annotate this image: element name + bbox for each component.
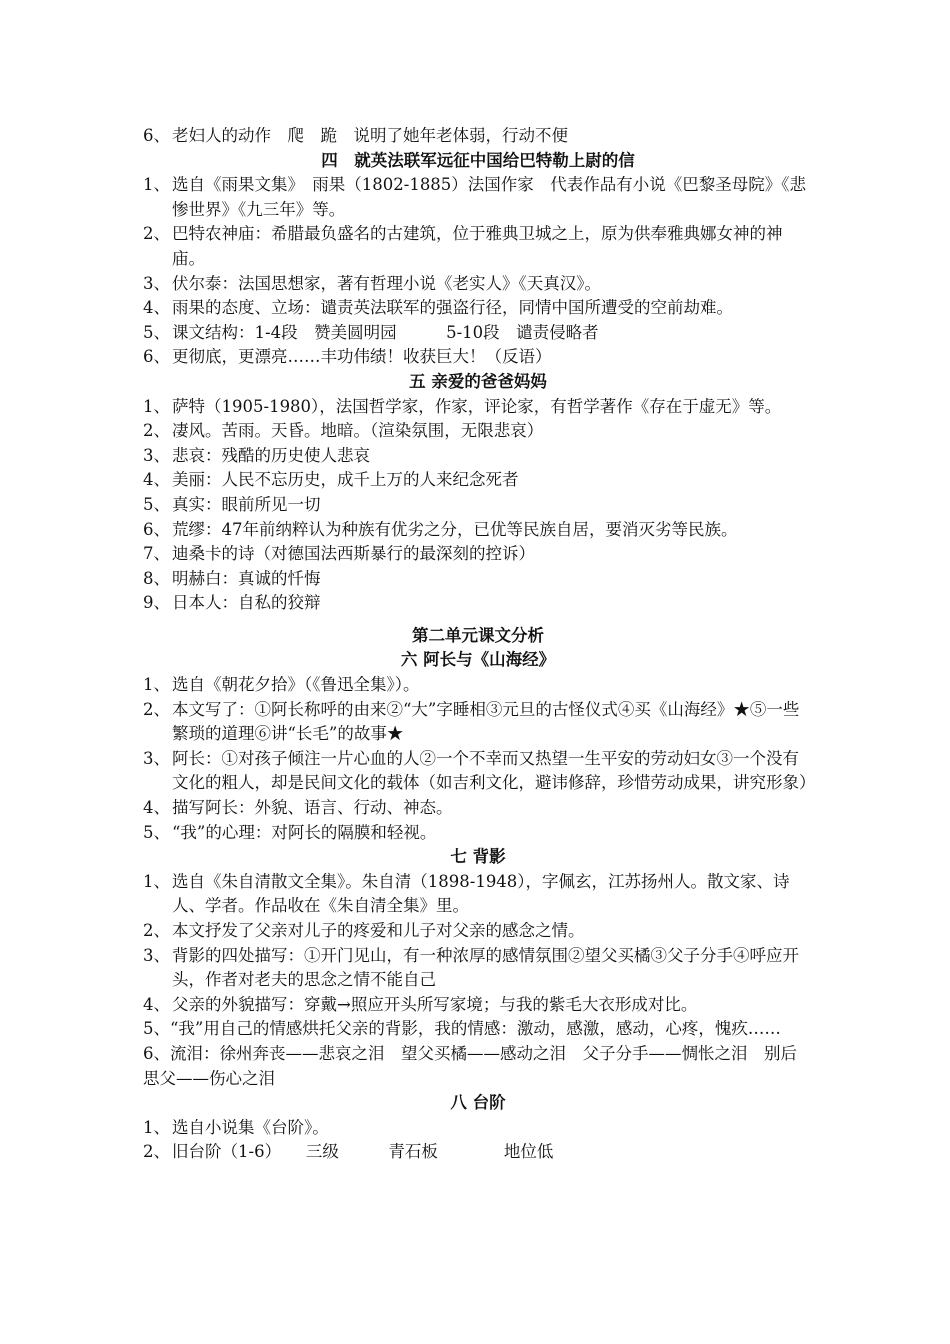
section-heading-4: 四 就英法联军远征中国给巴特勒上尉的信 <box>321 150 635 170</box>
section-6-list <box>143 673 816 845</box>
list-item: 1、 萨特（1905-1980），法国哲学家，作家，评论家，有哲学著作《存在于虚无》等。 <box>143 396 782 416</box>
list-item: 4、 美丽：人民不忘历史，成千上万的人来纪念死者 <box>143 470 519 490</box>
list-item: 5、 课文结构：1-4段 赞美圆明园 5-10段 谴责侵略者 <box>143 322 599 342</box>
list-item: 8、 明赫白：真诚的忏悔 <box>143 568 321 588</box>
list-item: 4、 父亲的外貌描写：穿戴→照应开头所写家境；与我的紫毛大衣形成对比。 <box>143 994 698 1014</box>
list-item: 6、 老妇人的动作 爬 跪 说明了她年老体弱，行动不便 <box>143 126 568 145</box>
section-heading-8: 八 台阶 <box>450 1093 506 1113</box>
list-item: 3、 阿长：①对孩子倾注一片心血的人②一个不幸而又热望一生平安的劳动妇女③一个没有文化的粗人，却是民间文化的载体（如吉利文化，避讳修辞，珍惜劳动成果，讲究形象） <box>143 748 816 793</box>
list-item: 2、 旧台阶（1-6） 三级 青石板 地位低 <box>143 1142 554 1162</box>
list-item: 1、 选自小说集《台阶》。 <box>143 1117 329 1137</box>
list-item: 2、 本文写了：①阿长称呼的由来②“大”字睡相③元旦的古怪仪式④买《山海经》★⑤一些繁琐的道理⑥讲“长毛”的故事★ <box>143 699 800 744</box>
section-5-list <box>143 395 813 616</box>
list-item: 3、 伏尔泰：法国思想家，著有哲理小说《老实人》《天真汉》。 <box>143 273 601 293</box>
list-item: 9、 日本人：自私的狡辩 <box>143 593 321 613</box>
list-item: 5、“我”用自己的情感烘托父亲的背影，我的情感：激动，感激，感动，心疼，愧疚…… <box>143 1019 781 1039</box>
list-item: 2、 巴特农神庙：希腊最负盛名的古建筑，位于雅典卫城之上，原为供奉雅典娜女神的神庙。 <box>143 224 783 268</box>
list-item: 5、 真实：眼前所见一切 <box>143 494 321 514</box>
section-heading-5: 五 亲爱的爸爸妈妈 <box>409 371 547 391</box>
list-item: 7、 迪桑卡的诗（对德国法西斯暴行的最深刻的控诉） <box>143 544 535 564</box>
list-item: 4、 雨果的态度、立场：谴责英法联军的强盗行径，同情中国所遭受的空前劫难。 <box>143 298 733 318</box>
unit-heading: 第二单元课文分析 <box>412 625 544 645</box>
list-item: 1、 选自《朝花夕拾》（《鲁迅全集》）。 <box>143 675 420 695</box>
list-item: 2、 凄风。苦雨。天昏。地暗。（渲染氛围，无限悲哀） <box>143 421 544 441</box>
section-7-list <box>143 870 813 1091</box>
list-item: 3、 悲哀：残酷的历史使人悲哀 <box>143 445 370 465</box>
section-8-list <box>143 1116 813 1165</box>
document-page <box>143 124 816 1165</box>
list-item: 6、流泪：徐州奔丧——悲哀之泪 望父买橘——感动之泪 父子分手——惆怅之泪 别后思父——伤心之泪 <box>143 1043 797 1088</box>
list-item: 6、 荒缪：47年前纳粹认为种族有优劣之分，已优等民族自居，要消灭劣等民族。 <box>143 519 738 539</box>
list-item: 6、 更彻底，更漂亮……丰功伟绩！收获巨大！（反语） <box>143 347 552 367</box>
section-heading-7: 七 背影 <box>450 847 506 867</box>
list-item: 1、 选自《朱自清散文全集》。朱自清（1898-1948），字佩玄，江苏扬州人。散文家、诗人、学者。作品收在《朱自清全集》里。 <box>143 871 790 916</box>
list-item: 2、 本文抒发了父亲对儿子的疼爱和儿子对父亲的感念之情。 <box>143 921 585 940</box>
list-item: 3、 背影的四处描写：①开门见山，有一种浓厚的感情氛围②望父买橘③父子分手④呼应开头，作者对老夫的思念之情不能自己 <box>143 945 799 990</box>
list-item: 5、 “我”的心理：对阿长的隔膜和轻视。 <box>143 822 437 842</box>
section-heading-6: 六 阿长与《山海经》 <box>400 650 556 670</box>
section-4-list <box>143 173 813 370</box>
list-item: 4、 描写阿长：外貌、语言、行动、神态。 <box>143 798 453 818</box>
list-item: 1、 选自《雨果文集》 雨果（1802-1885）法国作家 代表作品有小说《巴黎圣母院》《悲惨世界》《九三年》等。 <box>143 175 807 219</box>
